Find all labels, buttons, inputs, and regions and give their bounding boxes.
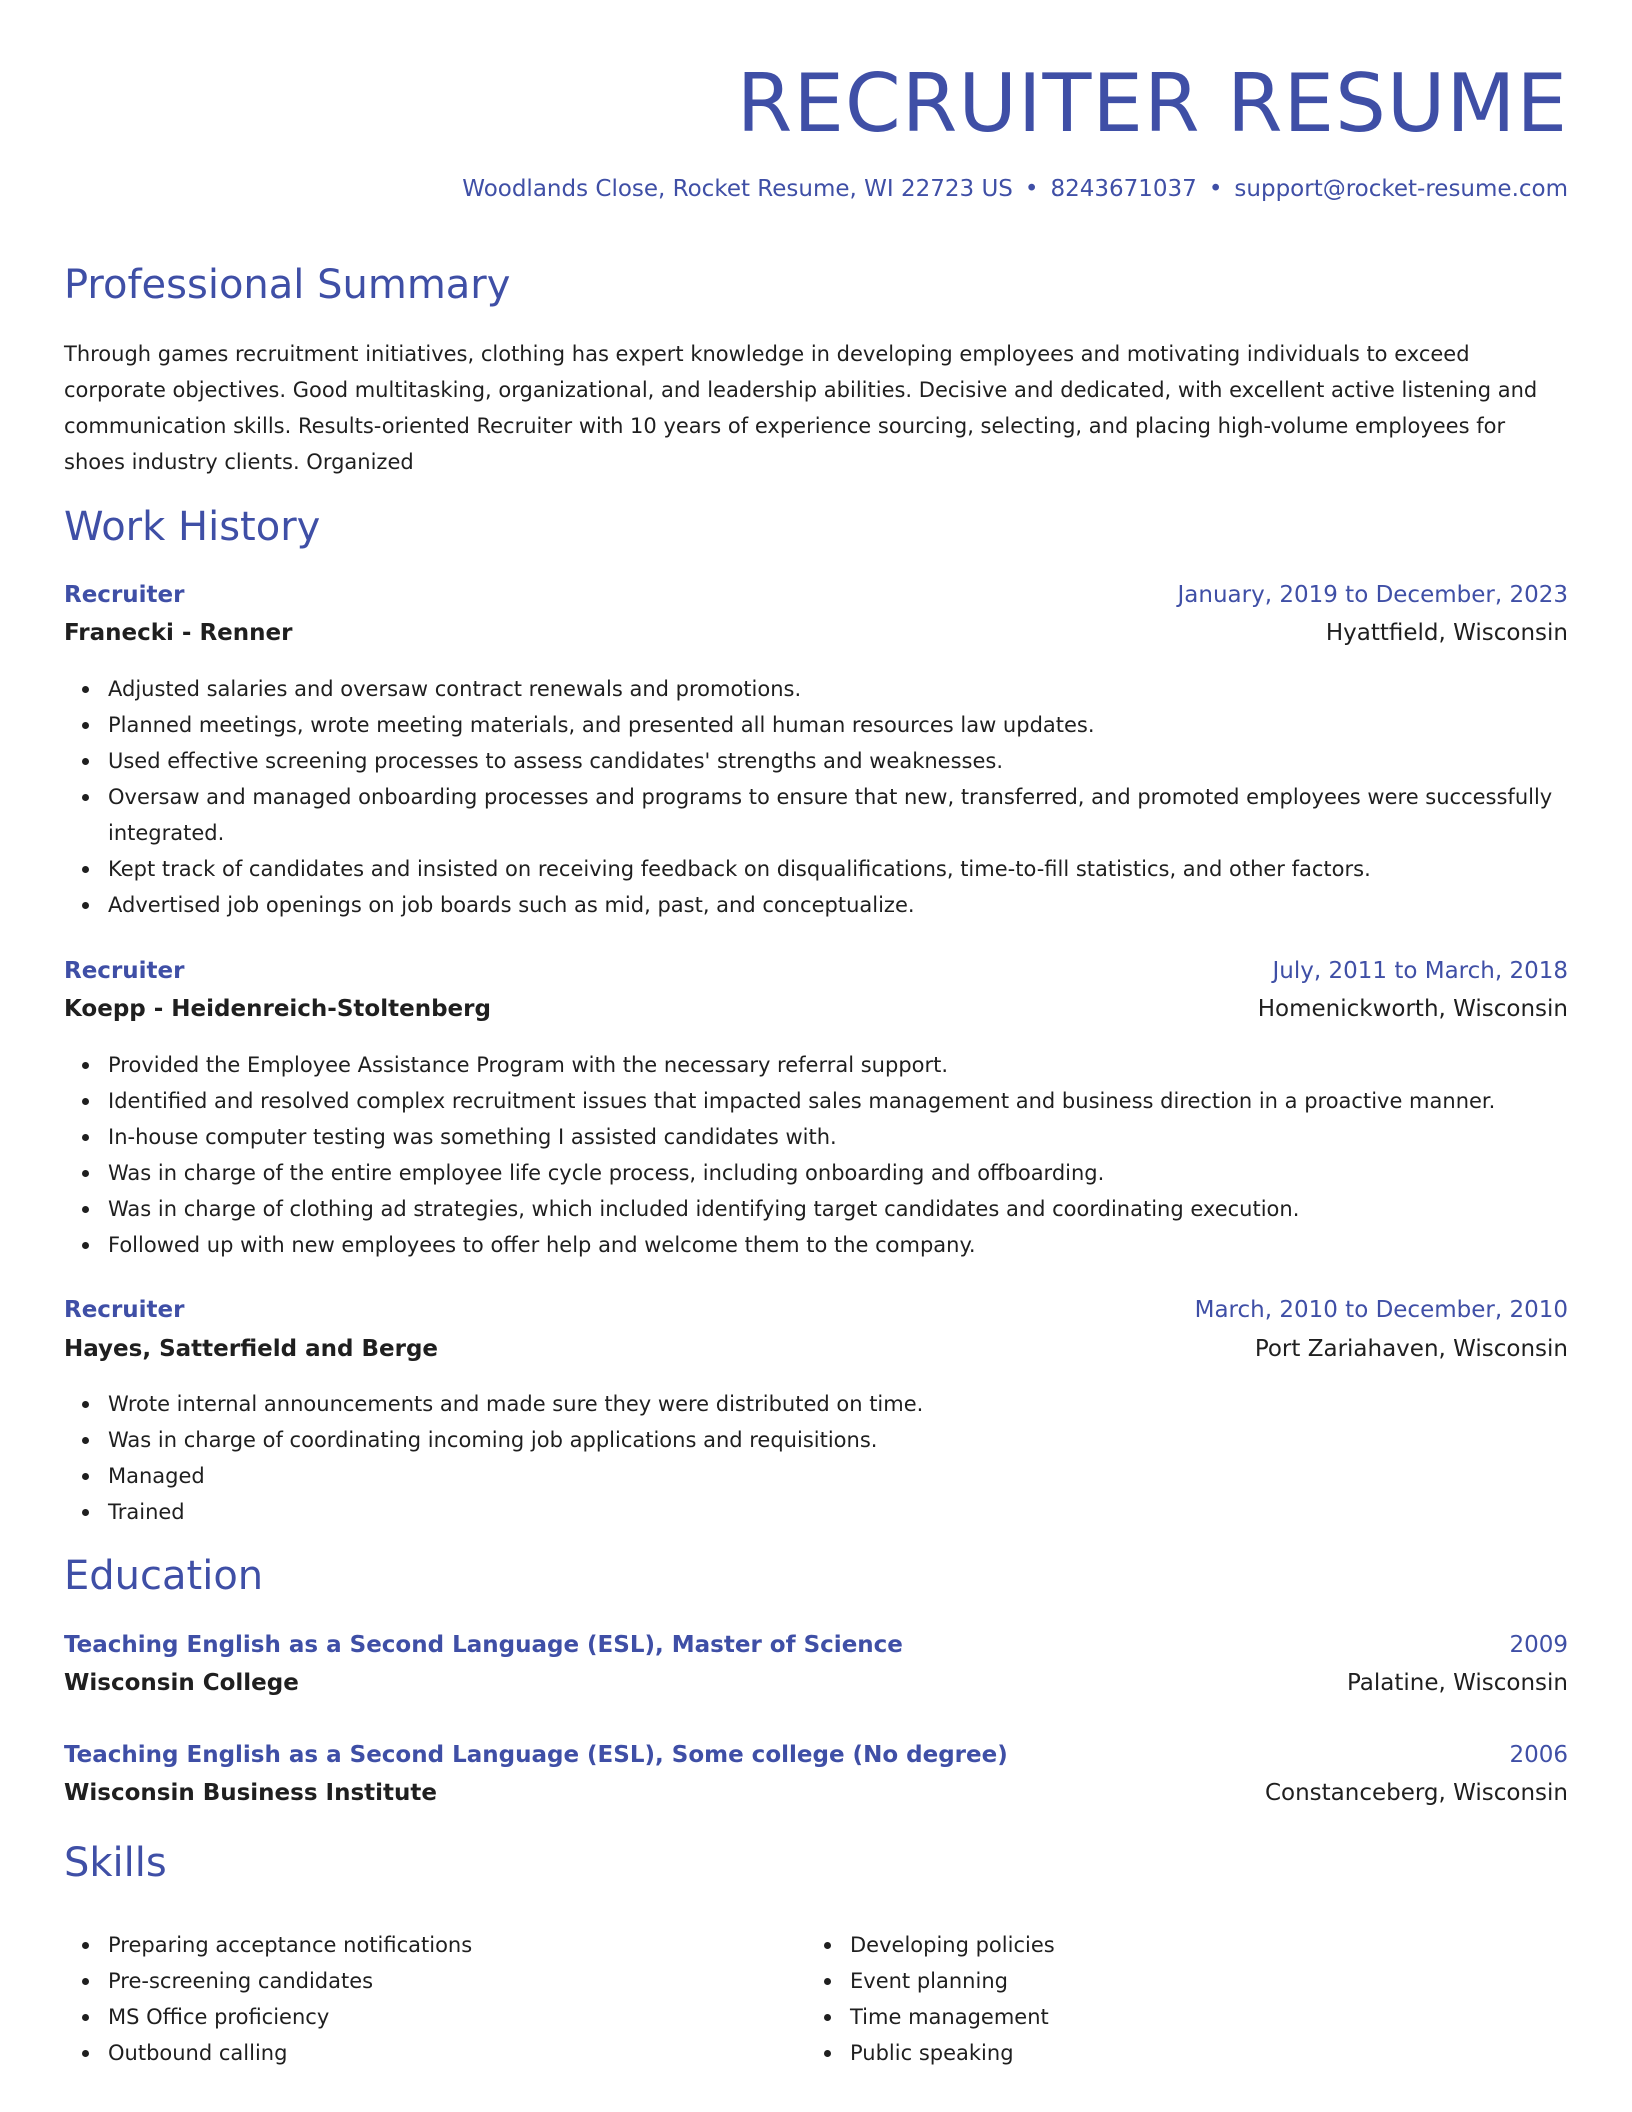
education-school: Wisconsin Business Institute [64, 1780, 438, 1806]
job-company: Franecki - Renner [64, 620, 293, 646]
job-bullets [64, 671, 1568, 923]
list-item: Time management [850, 1999, 1546, 2035]
list-item: Pre-screening candidates [108, 1963, 804, 1999]
summary-text: Through games recruitment initiatives, clothing has expert knowledge in developing employees and motivating individuals to exceed corporate objectives. Good multitasking, organizational, and leadership abilities. Decisive and dedicated, with excellent active listening and communication skills. Results-oriented Recruiter with 10 years of experience sourcing, selecting, and placing high-volume employees for shoes industry clients. Organized [64, 342, 1538, 474]
contact-line [462, 176, 1568, 202]
list-item: Provided the Employee Assistance Program with the necessary referral support. [108, 1047, 1568, 1083]
education-location: Constanceberg, Wisconsin [1264, 1780, 1568, 1806]
job-role: Recruiter [64, 958, 185, 984]
job-location: Hyattfield, Wisconsin [1325, 620, 1568, 646]
job-location: Port Zariahaven, Wisconsin [1254, 1336, 1568, 1362]
job-role: Recruiter [64, 582, 185, 608]
list-item: Was in charge of clothing ad strategies, which included identifying target candidates and coordinating execution. [108, 1191, 1568, 1227]
list-item: Identified and resolved complex recruitment issues that impacted sales management and business direction in a proactive manner. [108, 1083, 1568, 1119]
list-item: Outbound calling [108, 2035, 804, 2071]
skills-list-left [64, 1927, 804, 2071]
job-subheader [64, 620, 1568, 646]
job-subheader [64, 996, 1568, 1022]
job-header [64, 1297, 1568, 1323]
list-item: Developing policies [850, 1927, 1546, 1963]
resume-name: RECRUITER RESUME [736, 57, 1568, 150]
section-title-skills: Skills [64, 1840, 167, 1886]
education-header [64, 1742, 1568, 1768]
job-dates: March, 2010 to December, 2010 [1194, 1297, 1568, 1323]
job-company: Hayes, Satterfield and Berge [64, 1336, 439, 1362]
list-item: Was in charge of the entire employee life cycle process, including onboarding and offboarding. [108, 1155, 1568, 1191]
education-header [64, 1632, 1568, 1658]
education-degree: Teaching English as a Second Language (ESL), Master of Science [64, 1632, 903, 1658]
education-subheader [64, 1670, 1568, 1696]
list-item: Adjusted salaries and oversaw contract renewals and promotions. [108, 671, 1568, 707]
job-role: Recruiter [64, 1297, 185, 1323]
section-title-education: Education [64, 1553, 264, 1599]
list-item: Public speaking [850, 2035, 1546, 2071]
list-item: Planned meetings, wrote meeting materials, and presented all human resources law updates. [108, 707, 1568, 743]
section-title-work: Work History [64, 504, 321, 550]
list-item: Kept track of candidates and insisted on receiving feedback on disqualifications, time-to-fill statistics, and other factors. [108, 851, 1568, 887]
education-location: Palatine, Wisconsin [1346, 1670, 1568, 1696]
list-item: MS Office proficiency [108, 1999, 804, 2035]
contact-email: support@rocket-resume.com [1234, 176, 1568, 202]
job-dates: July, 2011 to March, 2018 [1272, 958, 1568, 984]
list-item: Event planning [850, 1963, 1546, 1999]
education-year: 2006 [1509, 1742, 1568, 1768]
list-item: Trained [108, 1494, 1568, 1530]
job-bullets [64, 1386, 1568, 1530]
list-item: Wrote internal announcements and made sure they were distributed on time. [108, 1386, 1568, 1422]
list-item: Preparing acceptance notifications [108, 1927, 804, 1963]
section-title-summary: Professional Summary [64, 262, 511, 308]
education-school: Wisconsin College [64, 1670, 299, 1696]
education-year: 2009 [1509, 1632, 1568, 1658]
list-item: Followed up with new employees to offer help and welcome them to the company. [108, 1227, 1568, 1263]
list-item: Was in charge of coordinating incoming job applications and requisitions. [108, 1422, 1568, 1458]
list-item: In-house computer testing was something I assisted candidates with. [108, 1119, 1568, 1155]
skills-list-right [806, 1927, 1546, 2071]
list-item: Managed [108, 1458, 1568, 1494]
list-item: Advertised job openings on job boards such as mid, past, and conceptualize. [108, 887, 1568, 923]
education-subheader [64, 1780, 1568, 1806]
contact-phone: 8243671037 [1050, 176, 1197, 202]
job-subheader [64, 1336, 1568, 1362]
contact-address: Woodlands Close, Rocket Resume, WI 22723 US [462, 176, 1013, 202]
contact-separator: • [1208, 176, 1223, 202]
job-dates: January, 2019 to December, 2023 [1177, 582, 1568, 608]
job-header [64, 582, 1568, 608]
job-header [64, 958, 1568, 984]
contact-separator: • [1024, 176, 1039, 202]
job-bullets [64, 1047, 1568, 1263]
job-company: Koepp - Heidenreich-Stoltenberg [64, 996, 491, 1022]
list-item: Oversaw and managed onboarding processes and programs to ensure that new, transferred, and promoted employees were successfully integrated. [108, 779, 1568, 851]
list-item: Used effective screening processes to assess candidates' strengths and weaknesses. [108, 743, 1568, 779]
job-location: Homenickworth, Wisconsin [1257, 996, 1568, 1022]
education-degree: Teaching English as a Second Language (ESL), Some college (No degree) [64, 1742, 1008, 1768]
